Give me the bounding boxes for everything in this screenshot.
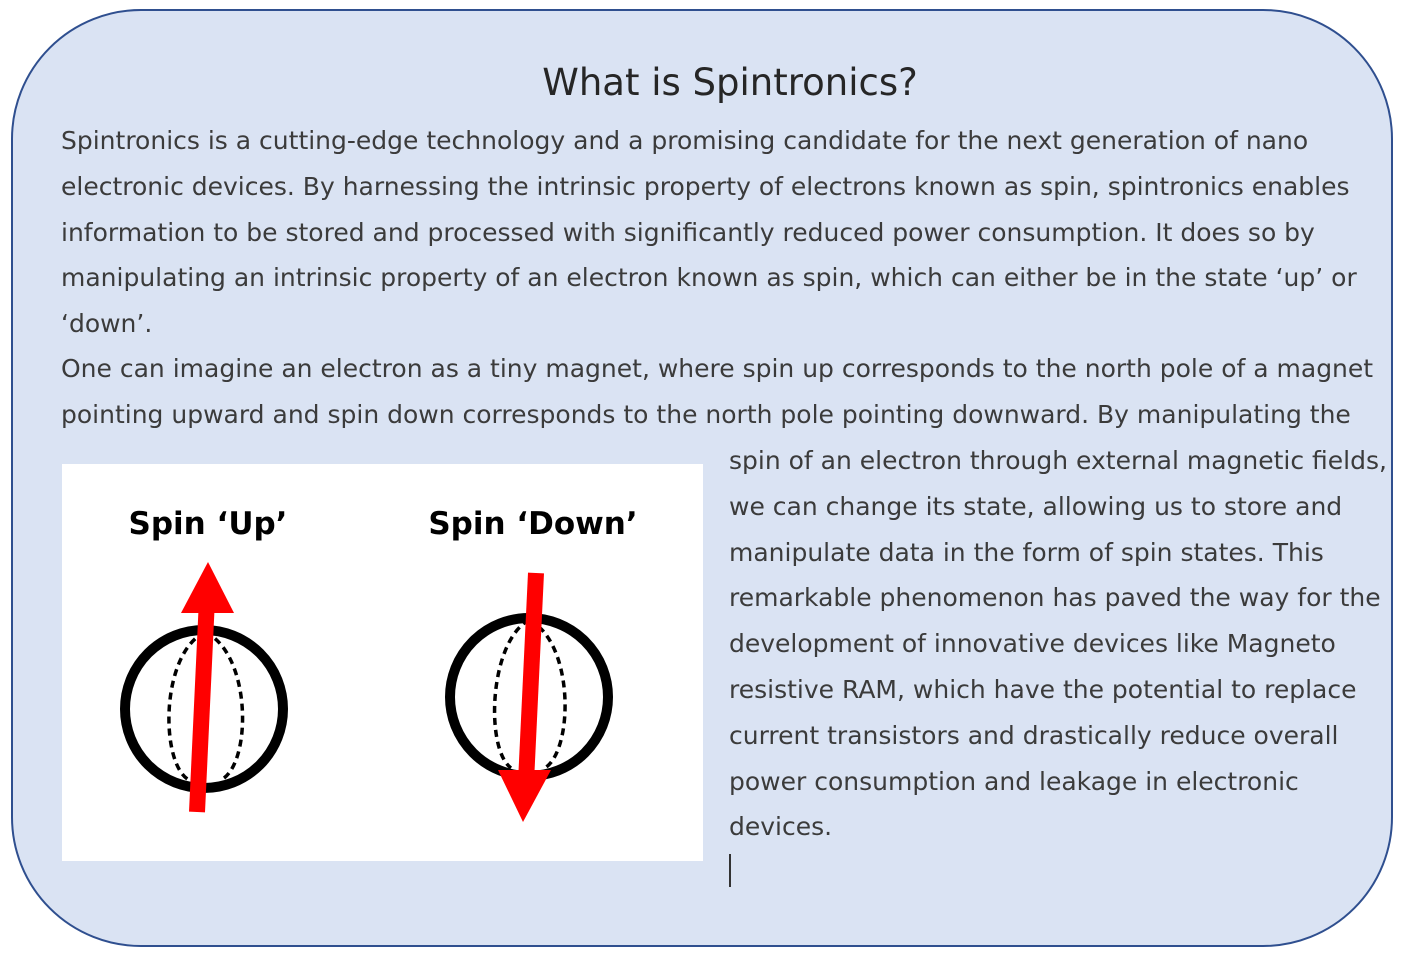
text-line: manipulate data in the form of spin states. This [729, 537, 1324, 567]
text-line: Spintronics is a cutting-edge technology and a promising candidate for the next generation of nano [61, 126, 1309, 155]
spin-down-arrow [498, 573, 551, 822]
arrow-shaft [197, 599, 207, 812]
text-line: information to be stored and processed with significantly reduced power consumption. It does so by [61, 217, 1315, 247]
arrow-head [181, 562, 234, 613]
spin-down-label: Spin ‘Down’ [428, 506, 638, 542]
text-cursor[interactable] [729, 854, 731, 887]
arrow-shaft [526, 573, 536, 782]
text-line: development of innovative devices like Magneto [729, 629, 1336, 659]
text-line: current transistors and drastically reduce overall [729, 720, 1339, 750]
text-line: we can change its state, allowing us to store and [729, 491, 1343, 521]
intro-paragraph [61, 118, 1357, 347]
text-line: electronic devices. By harnessing the intrinsic property of electrons known as spin, spintronics enables [61, 171, 1350, 201]
spin-manipulation-paragraph [729, 438, 1387, 850]
spin-diagram [62, 464, 703, 861]
page-title: What is Spintronics? [542, 61, 918, 104]
text-line: spin of an electron through external magnetic fields, [729, 446, 1387, 475]
spin-diagram-svg [62, 464, 703, 861]
text-line: ‘down’. [61, 309, 153, 339]
spin-up-label: Spin ‘Up’ [128, 506, 288, 542]
magnet-analogy-paragraph [61, 346, 1373, 438]
text-line: resistive RAM, which have the potential to replace [729, 674, 1357, 704]
text-line: power consumption and leakage in electronic [729, 766, 1299, 796]
arrow-head [498, 770, 551, 822]
text-line: One can imagine an electron as a tiny magnet, where spin up corresponds to the north pole of a magnet [61, 354, 1374, 383]
text-line: devices. [729, 812, 833, 842]
text-line: remarkable phenomenon has paved the way for the [729, 583, 1381, 613]
text-line: manipulating an intrinsic property of an electron known as spin, which can either be in the state ‘up’ or [61, 263, 1357, 293]
text-line: pointing upward and spin down corresponds to the north pole pointing downward. By manipulating the [61, 399, 1351, 429]
